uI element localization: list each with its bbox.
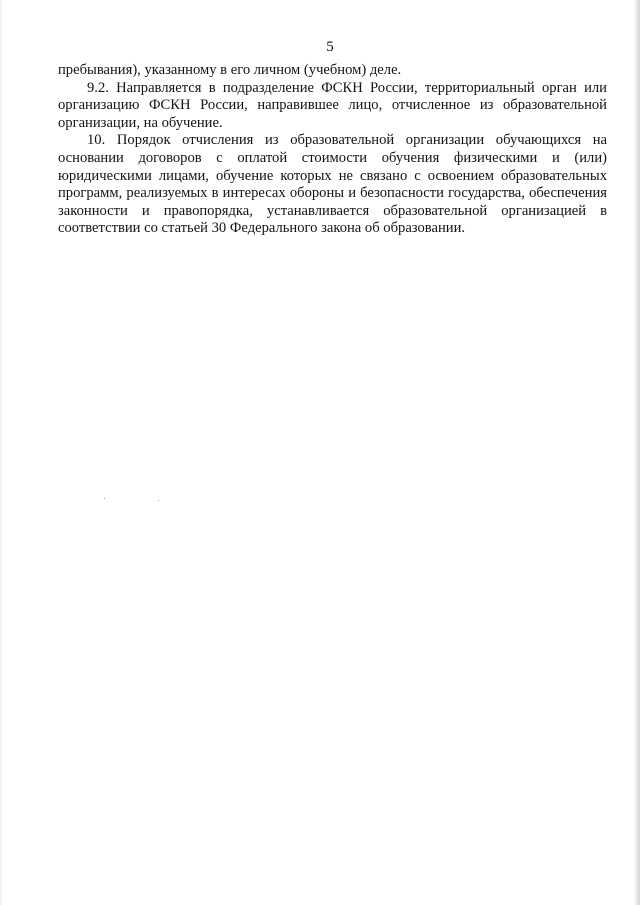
paragraph-9-2: 9.2. Направляется в подразделение ФСКН России, территориальный орган или организацию ФСКН России, направившее лицо, отчисленное из образовательной организации, на обучение. [58, 79, 607, 131]
scan-edge-right [634, 0, 640, 905]
scan-edge-left [0, 0, 2, 905]
scan-speck [104, 498, 105, 499]
document-body [58, 62, 607, 238]
scan-speck [158, 500, 159, 501]
paragraph-continuation: пребывания), указанному в его личном (учебном) деле. [58, 62, 402, 78]
paragraph-10: 10. Порядок отчисления из образовательной организации обучающихся на основании договоров с оплатой стоимости обучения физическими и (или) юридическими лицами, обучение которых не связано с освоением образовательных программ, реализуемых в интересах обороны и безопасности государства, обеспечения законности и правопорядка, устанавливается образовательной организацией в соответствии со статьей 30 Федерального закона об образовании. [58, 132, 607, 237]
page-number: 5 [326, 39, 334, 55]
